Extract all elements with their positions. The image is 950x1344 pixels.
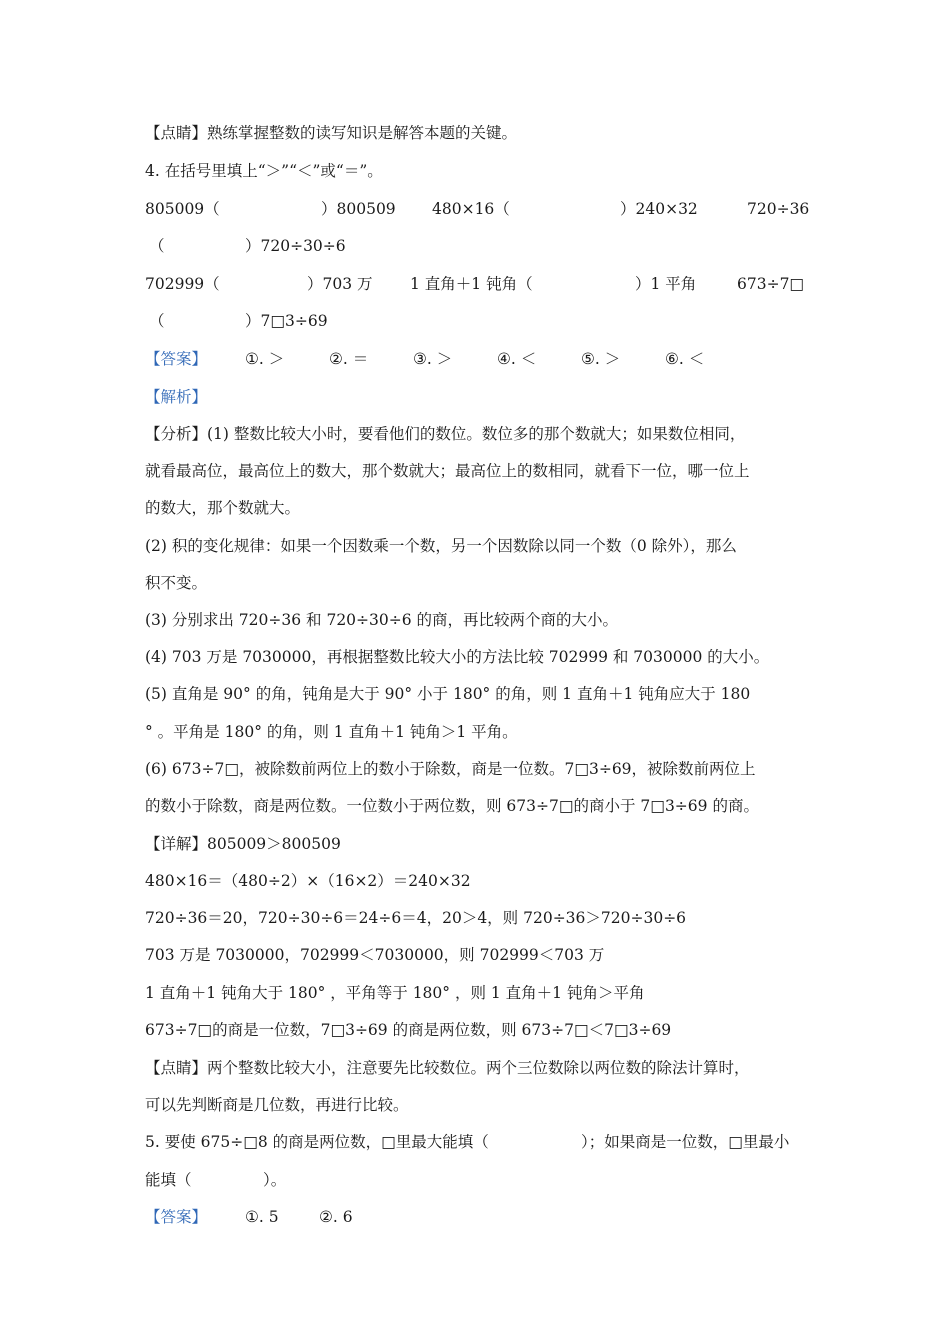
- analysis-tag: 【解析】: [145, 388, 208, 406]
- dianjing-note-2: 【点睛】两个整数比较大小，注意要先比较数位。两个三位数除以两位数的除法计算时，: [145, 1059, 750, 1077]
- detail-line: 1 直角＋1 钝角大于 180° ，平角等于 180° ，则 1 直角＋1 钝角＞平角: [145, 984, 645, 1002]
- answer-row-q5: [145, 1207, 810, 1227]
- detail-line: 720÷36＝20，720÷30÷6＝24÷6＝4，20＞4，则 720÷36＞720÷30÷6: [145, 909, 687, 927]
- compare-6-left: 673÷7□: [737, 275, 805, 293]
- question-4-row-1: [145, 199, 810, 219]
- answer-item: ①. 5: [245, 1208, 279, 1226]
- dianjing-note-2-cont: 可以先判断商是几位数，再进行比较。: [145, 1096, 409, 1114]
- answer-item: ②. ＝: [329, 350, 369, 368]
- answer-item: ①. ＞: [245, 350, 285, 368]
- compare-3-left: 720÷36: [747, 200, 810, 218]
- question-4-row-3: [145, 274, 810, 294]
- compare-1-right: ）800509: [321, 200, 396, 218]
- question-5-part-2: ）；如果商是一位数，□里最小: [581, 1133, 790, 1151]
- answer-item: ②. 6: [319, 1208, 353, 1226]
- detail-line: 673÷7□的商是一位数，7□3÷69 的商是两位数，则 673÷7□＜7□3÷69: [145, 1021, 672, 1039]
- question-5-row-2: [145, 1170, 810, 1190]
- question-5-part-3: 能填（: [145, 1171, 192, 1189]
- analysis-line: 的数小于除数，商是两位数。一位数小于两位数，则 673÷7□的商小于 7□3÷69 的商。: [145, 797, 759, 815]
- analysis-line: (3) 分别求出 720÷36 和 720÷30÷6 的商，再比较两个商的大小。: [145, 611, 619, 629]
- analysis-line: 就看最高位，最高位上的数大，那个数就大；最高位上的数相同，就看下一位，哪一位上: [145, 462, 750, 480]
- question-5-row-1: [145, 1132, 810, 1152]
- compare-3-right: ）720÷30÷6: [245, 237, 346, 255]
- detail-line: 703 万是 7030000，702999＜7030000，则 702999＜703 万: [145, 946, 605, 964]
- compare-3-paren: （: [149, 237, 165, 255]
- compare-6-paren: （: [149, 312, 165, 330]
- compare-4-left: 702999（: [145, 275, 220, 293]
- analysis-line: (4) 703 万是 7030000，再根据整数比较大小的方法比较 702999 和 7030000 的大小。: [145, 648, 770, 666]
- compare-5-left: 1 直角＋1 钝角（: [410, 275, 533, 293]
- answer-item: ③. ＞: [413, 350, 453, 368]
- dianjing-note-1: 【点睛】熟练掌握整数的读写知识是解答本题的关键。: [145, 124, 518, 142]
- answer-item: ④. ＜: [497, 350, 537, 368]
- question-4-title: 4. 在括号里填上“＞”“＜”或“＝”。: [145, 162, 383, 180]
- answer-tag: 【答案】: [145, 1208, 208, 1226]
- analysis-line: (2) 积的变化规律：如果一个因数乘一个数，另一个因数除以同一个数（0 除外），那么: [145, 537, 737, 555]
- question-5-part-4: ）。: [263, 1171, 287, 1189]
- answer-item: ⑥. ＜: [665, 350, 705, 368]
- analysis-line: 的数大，那个数就大。: [145, 499, 301, 517]
- compare-4-right: ）703 万: [307, 275, 373, 293]
- question-4-row-2: [145, 236, 810, 256]
- analysis-line: 【分析】(1) 整数比较大小时，要看他们的数位。数位多的那个数就大；如果数位相同，: [145, 425, 746, 443]
- compare-6-right: ）7□3÷69: [245, 312, 328, 330]
- question-4-row-4: [145, 311, 810, 331]
- analysis-line: (5) 直角是 90° 的角，钝角是大于 90° 小于 180° 的角，则 1 直角＋1 钝角应大于 180: [145, 685, 751, 703]
- answer-item: ⑤. ＞: [581, 350, 621, 368]
- analysis-line: (6) 673÷7□，被除数前两位上的数小于除数，商是一位数。7□3÷69，被除数前两位上: [145, 760, 756, 778]
- answer-tag: 【答案】: [145, 350, 208, 368]
- answer-row-q4: [145, 349, 810, 369]
- analysis-line: 积不变。: [145, 574, 208, 592]
- detail-line: 【详解】805009＞800509: [145, 835, 341, 853]
- compare-2-right: ）240×32: [620, 200, 698, 218]
- analysis-line: ° 。平角是 180° 的角，则 1 直角＋1 钝角＞1 平角。: [145, 723, 518, 741]
- question-5-part-1: 5. 要使 675÷□8 的商是两位数，□里最大能填（: [145, 1133, 489, 1151]
- compare-1-left: 805009（: [145, 200, 220, 218]
- detail-line: 480×16＝（480÷2）×（16×2）＝240×32: [145, 872, 471, 890]
- compare-5-right: ）1 平角: [635, 275, 697, 293]
- compare-2-left: 480×16（: [432, 200, 510, 218]
